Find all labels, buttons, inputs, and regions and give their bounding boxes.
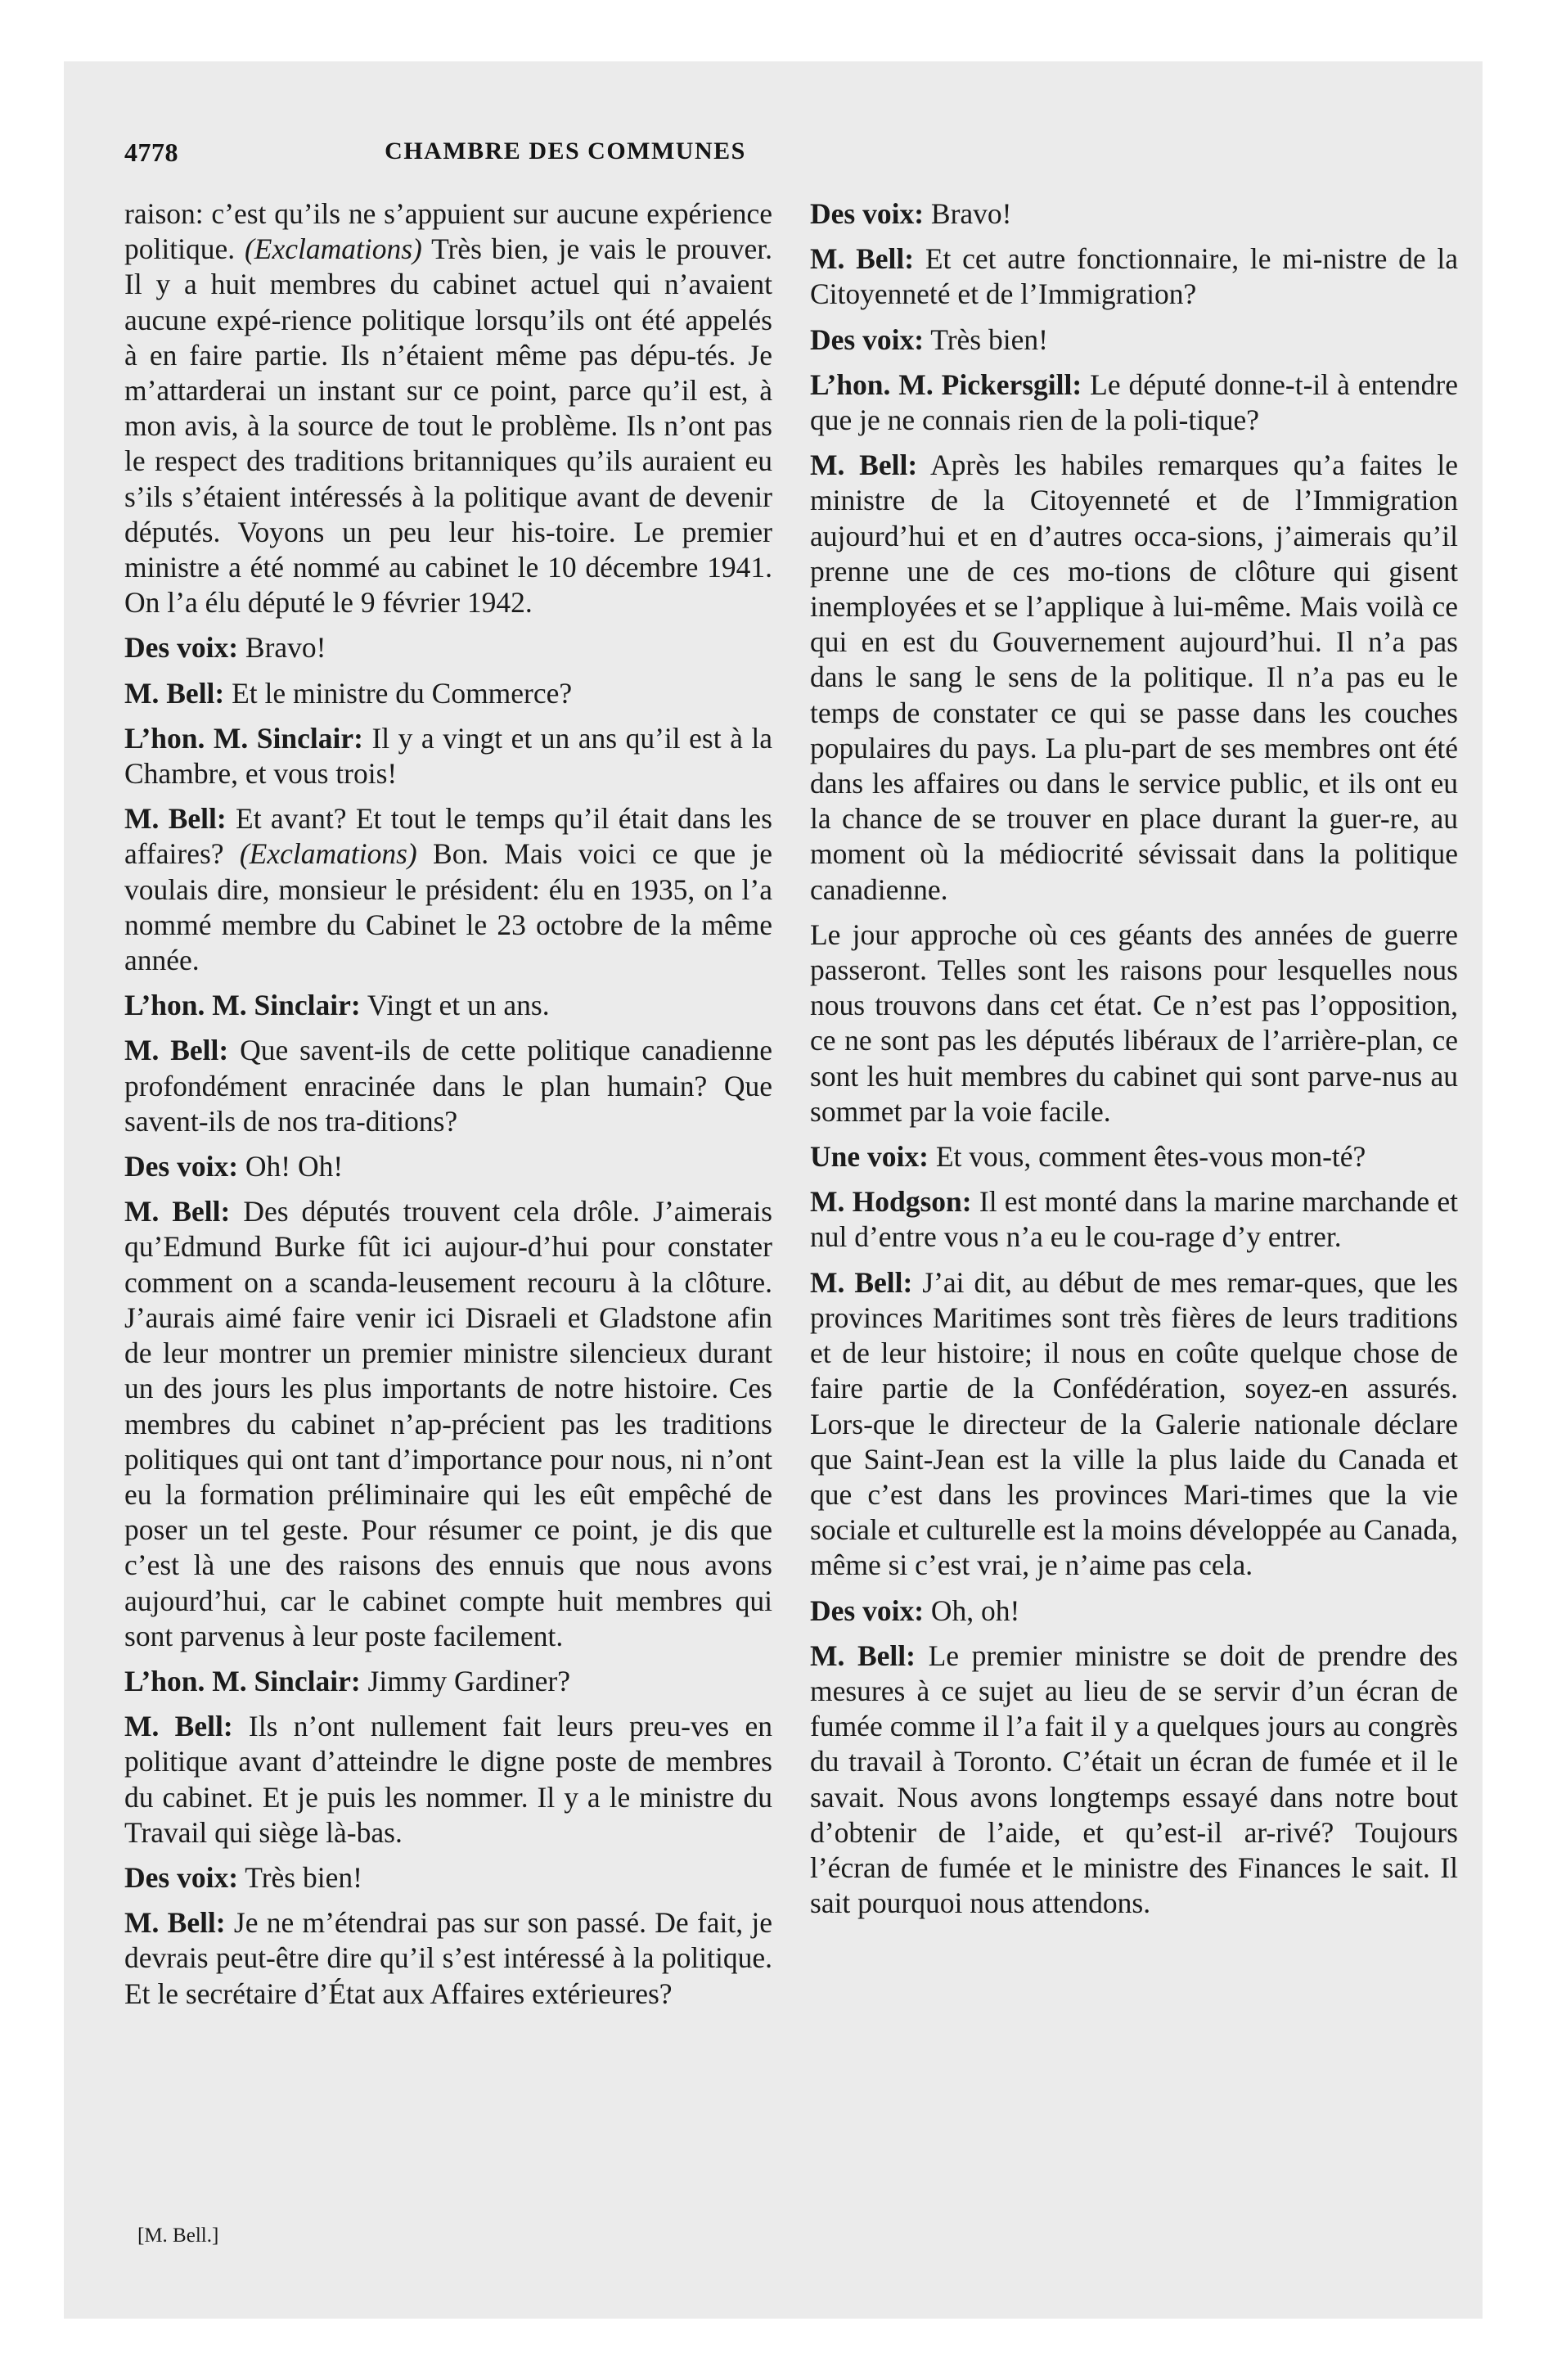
speaker-label: Des voix: xyxy=(810,1593,925,1627)
speech: M. Hodgson: Il est monté dans la marine marchande et nul d’entre vous n’a eu le cou-rage d’y entrer. xyxy=(810,1185,1459,1254)
speech: M. Bell: Que savent-ils de cette politique canadienne profondément enracinée dans le plan humain? Que savent-ils de nos tra-ditions? xyxy=(124,1034,772,1138)
speaker-label: Des voix: xyxy=(124,631,239,665)
speaker-label: M. Bell: xyxy=(124,1906,226,1940)
speech: Des voix: Très bien! xyxy=(124,1860,362,1894)
speaker-label: Des voix: xyxy=(124,1860,239,1894)
speech: M. Bell: Et le ministre du Commerce? xyxy=(124,676,573,710)
speaker-label: L’hon. M. Sinclair: xyxy=(124,1664,361,1697)
speech: Des voix: Bravo! xyxy=(810,197,1012,230)
speaker-label: M. Bell: xyxy=(810,1639,916,1672)
speaker-label: Une voix: xyxy=(810,1140,929,1174)
speech: Des voix: Bravo! xyxy=(124,631,326,665)
stage-direction: (Exclamations) xyxy=(239,837,417,871)
speech: Des voix: Très bien! xyxy=(810,322,1048,356)
speaker-label: Des voix: xyxy=(810,322,925,356)
speaker-label: Des voix: xyxy=(810,197,925,230)
speaker-label: Des voix: xyxy=(124,1150,239,1183)
running-head: CHAMBRE DES COMMUNES xyxy=(385,137,746,165)
speech: L’hon. M. Pickersgill: Le député donne-t-il à entendre que je ne connais rien de la poli-tique? xyxy=(810,367,1458,437)
speaker-label: L’hon. M. Sinclair: xyxy=(124,989,361,1022)
left-column xyxy=(124,196,772,2022)
speech: Des voix: Oh, oh! xyxy=(810,1593,1020,1627)
speaker-label: M. Bell: xyxy=(124,1034,229,1067)
speaker-label: M. Bell: xyxy=(124,802,227,836)
speaker-reference: [M. Bell.] xyxy=(137,2224,219,2247)
speech: Des voix: Oh! Oh! xyxy=(124,1150,344,1183)
speech: M. Bell: Des députés trouvent cela drôle. J’aimerais qu’Edmund Burke fût ici aujour-d’hui pour constater comment on a scanda-leusement recouru à la clôture. J’aurais aimé faire venir ici Disraeli et Gladstone afin de leur montrer un premier ministre silencieux durant un des jours les plus importants de notre histoire. Ces membres du cabinet n’ap-précient pas les traditions politiques qui ont tant d’importance pour nous, ni n’ont eu la formation préliminaire qui les eût empêché de poser un tel geste. Pour résumer ce point, je dis que c’est là une des raisons des ennuis que nous avons aujourd’hui, car le cabinet compte huit membres qui sont parvenus à leur poste facilement. xyxy=(124,1195,772,1652)
speech: L’hon. M. Sinclair: Vingt et un ans. xyxy=(124,989,550,1022)
speaker-label: M. Hodgson: xyxy=(810,1185,972,1219)
speaker-label: M. Bell: xyxy=(124,1710,233,1743)
speech: L’hon. M. Sinclair: Il y a vingt et un ans qu’il est à la Chambre, et vous trois! xyxy=(124,721,773,791)
speaker-label: M. Bell: xyxy=(810,1265,913,1299)
speech: M. Bell: J’ai dit, au début de mes remar-ques, que les provinces Maritimes sont très fières de leurs traditions et de leur histoire; il nous en coûte quelque chose de faire partie de la Confédération, soyez-en assurés. Lors-que le directeur de la Galerie nationale déclare que Saint-Jean est la ville la plus laide du Canada et que c’est dans les provinces Mari-times que la vie sociale et culturelle est la moins développée au Canada, même si c’est vrai, je n’aime pas cela. xyxy=(810,1265,1458,1582)
speaker-label: L’hon. M. Pickersgill: xyxy=(810,367,1082,401)
stage-direction: (Exclamations) xyxy=(244,232,422,266)
speech: M. Bell: Et avant? Et tout le temps qu’il était dans les affaires? (Exclamations) Bon. Mais voici ce que je voulais dire, monsieur le président: élu en 1935, on l’a nommé membre du Cabinet le 23 octobre de la même année. xyxy=(124,802,773,977)
right-column xyxy=(810,196,1458,1931)
speaker-label: M. Bell: xyxy=(810,449,918,482)
speech: M. Bell: Ils n’ont nullement fait leurs preu-ves en politique avant d’atteindre le digne poste de membres du cabinet. Et je puis les nommer. Il y a le ministre du Travail qui siège là-bas. xyxy=(124,1710,772,1849)
speech: M. Bell: Je ne m’étendrai pas sur son passé. De fait, je devrais peut-être dire qu’il s’est intéressé à la politique. Et le secrétaire d’État aux Affaires extérieures? xyxy=(124,1906,772,2010)
speech: Une voix: Et vous, comment êtes-vous mon-té? xyxy=(810,1140,1366,1174)
page-number: 4778 xyxy=(124,137,178,167)
page-header xyxy=(124,137,1006,170)
paragraph: raison: c’est qu’ils ne s’appuient sur aucune expérience politique. (Exclamations) Très bien, je vais le prouver. Il y a huit membres du cabinet actuel qui n’avaient aucune expé-rience politique lorsqu’ils ont été appelés à en faire partie. Ils n’étaient même pas dépu-tés. Je m’attarderai un instant sur ce point, parce qu’il est, à mon avis, à la source de tout le problème. Ils n’ont pas le respect des traditions britanniques qu’ils auraient eu s’ils s’étaient intéressés à la politique avant de devenir députés. Voyons un peu leur his-toire. Le premier ministre a été nommé au cabinet le 10 décembre 1941. On l’a élu député le 9 février 1942. xyxy=(124,197,773,620)
speech: M. Bell: Après les habiles remarques qu’a faites le ministre de la Citoyenneté et de l’Immigration aujourd’hui et en d’autres occa-sions, j’aimerais qu’il prenne une de ces mo-tions de clôture qui gisent inemployées et se l’applique à lui-même. Mais voilà ce qui en est du Gouvernement aujourd’hui. Il n’a pas dans le sang le sens de la politique. Il n’a pas eu le temps de constater ce qui se passe dans les couches populaires du pays. La plu-part de ses membres ont été dans les affaires ou dans le service public, et ils ont eu la chance de se trouver en place durant la guer-re, au moment où la médiocrité sévissait dans la politique canadienne. xyxy=(810,449,1458,906)
speaker-label: M. Bell: xyxy=(124,676,225,710)
speaker-label: L’hon. M. Sinclair: xyxy=(124,721,363,755)
speaker-label: M. Bell: xyxy=(124,1195,231,1228)
paragraph: Le jour approche où ces géants des années de guerre passeront. Telles sont les raisons pour lesquelles nous nous trouvons dans cet état. Ce n’est pas l’opposition, ce ne sont pas les députés libéraux de l’arrière-plan, ce sont les huit membres du cabinet qui sont parve-nus au sommet par la voie facile. xyxy=(810,917,1458,1128)
speech: M. Bell: Et cet autre fonctionnaire, le mi-nistre de la Citoyenneté et de l’Immigration? xyxy=(810,242,1458,311)
speech: M. Bell: Le premier ministre se doit de prendre des mesures à ce sujet au lieu de se servir d’un écran de fumée comme il l’a fait il y a quelques jours au congrès du travail à Toronto. C’était un écran de fumée et il le savait. Nous avons longtemps essayé dans notre bout d’obtenir de l’aide, et qu’est-il ar-rivé? Toujours l’écran de fumée et le ministre des Finances le sait. Il sait pourquoi nous attendons. xyxy=(810,1639,1458,1920)
speaker-label: M. Bell: xyxy=(810,242,915,276)
speech: L’hon. M. Sinclair: Jimmy Gardiner? xyxy=(124,1664,570,1697)
